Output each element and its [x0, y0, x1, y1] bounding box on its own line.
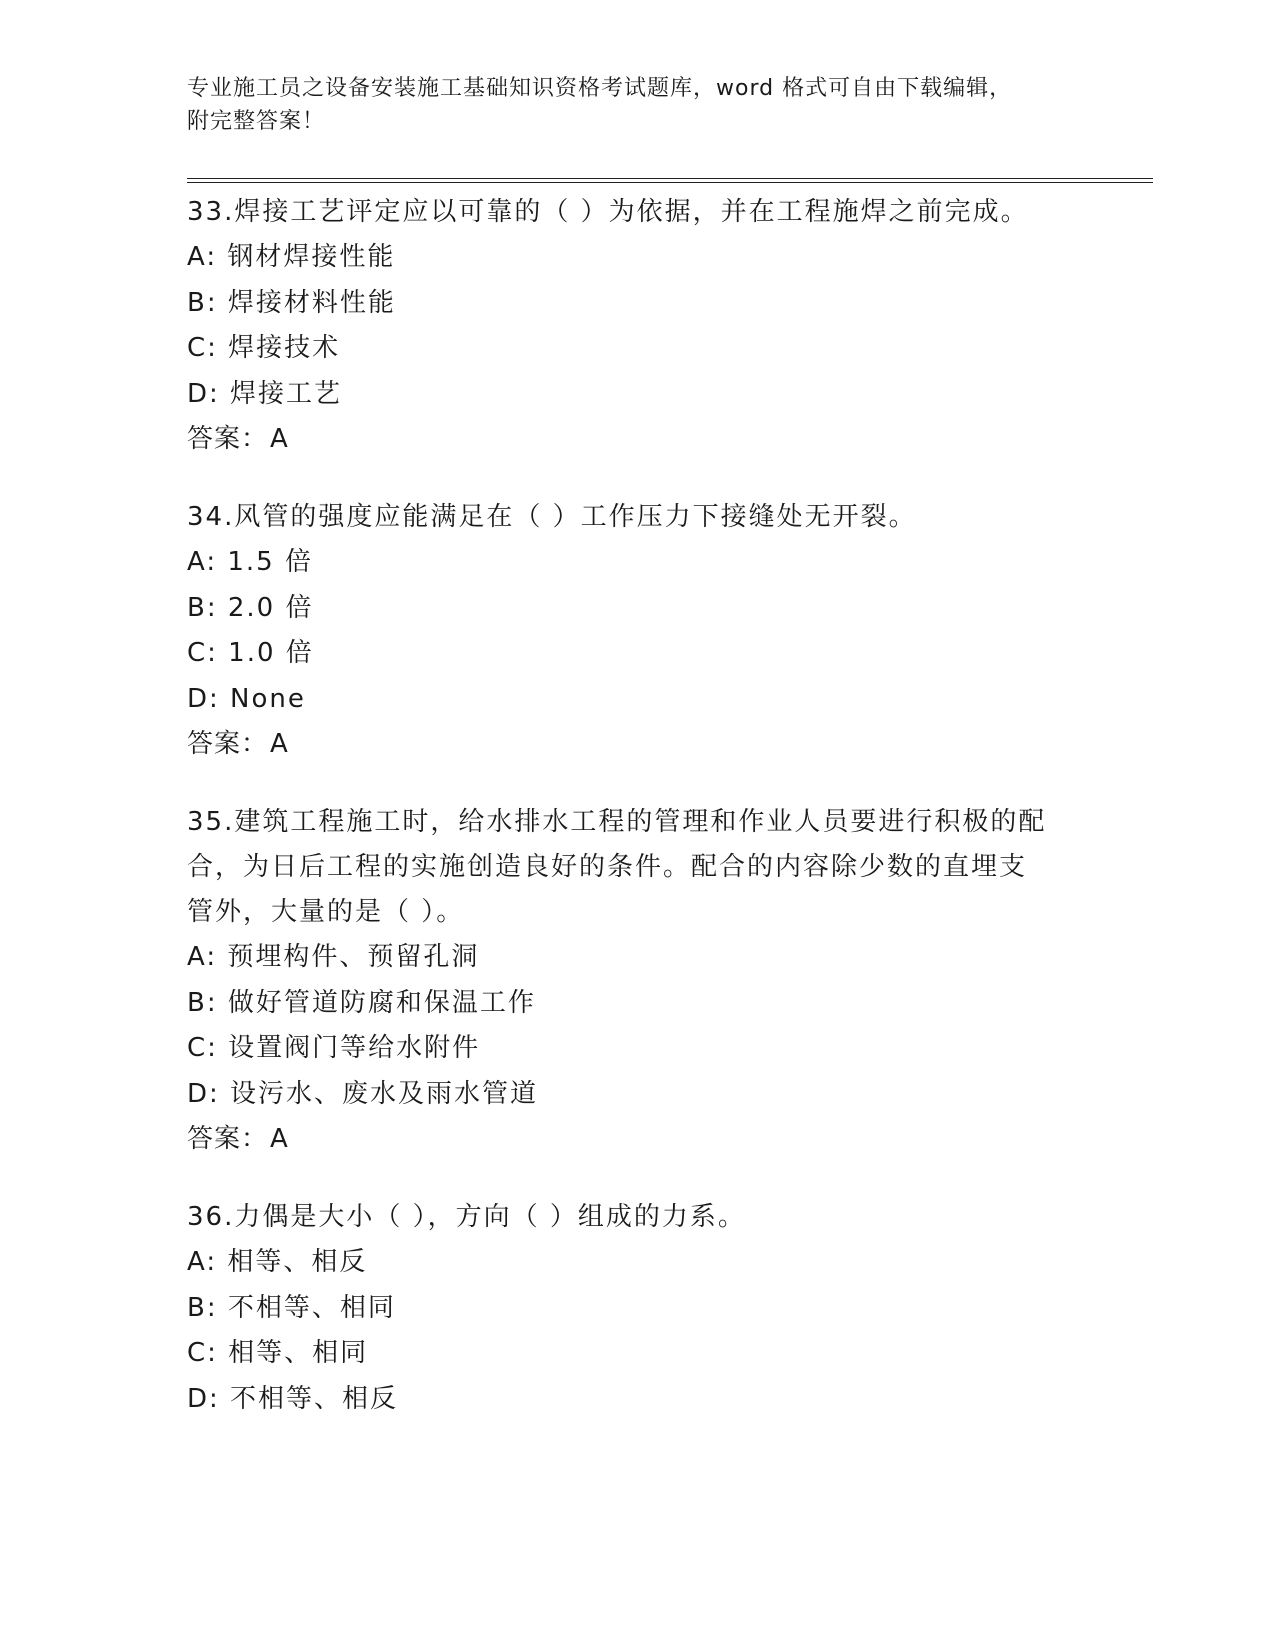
- question-list: [187, 190, 1087, 1455]
- option-b: B: 不相等、相同: [187, 1292, 396, 1323]
- question-stem: 36.力偶是大小（ ），方向（ ）组成的力系。: [187, 1202, 746, 1232]
- option-c: C: 1.0 倍: [187, 638, 314, 668]
- question-stem-line-2: 合，为日后工程的实施创造良好的条件。配合的内容除少数的直埋支: [187, 852, 1028, 882]
- option-c: C: 焊接技术: [187, 333, 341, 363]
- answer-value: A: [270, 424, 289, 454]
- option-c: C: 设置阀门等给水附件: [187, 1033, 481, 1063]
- option-b: B: 2.0 倍: [187, 592, 314, 623]
- header-divider-bottom: [187, 182, 1153, 183]
- question-33: [187, 190, 1087, 462]
- question-36: [187, 1195, 1087, 1422]
- answer-line: [187, 722, 1087, 767]
- option-a: A: 相等、相反: [187, 1247, 368, 1277]
- answer-line: [187, 417, 1087, 462]
- question-stem: 33.焊接工艺评定应以可靠的（ ）为依据，并在工程施焊之前完成。: [187, 197, 1029, 227]
- option-d: D: None: [187, 683, 306, 714]
- option-a: A: 预埋构件、预留孔洞: [187, 942, 480, 972]
- header-line-1: 专业施工员之设备安装施工基础知识资格考试题库，word 格式可自由下载编辑，: [187, 76, 1013, 101]
- answer-line: [187, 1117, 1087, 1162]
- option-c: C: 相等、相同: [187, 1338, 369, 1368]
- document-header: [187, 72, 1087, 138]
- option-b: B: 焊接材料性能: [187, 287, 396, 318]
- question-stem-line-3: 管外，大量的是（ ）。: [187, 897, 465, 927]
- question-stem-line-1: 35.建筑工程施工时，给水排水工程的管理和作业人员要进行积极的配: [187, 807, 1047, 837]
- answer-label: 答案：: [187, 424, 269, 454]
- option-b: B: 做好管道防腐和保温工作: [187, 987, 536, 1018]
- option-a: A: 1.5 倍: [187, 547, 313, 577]
- option-d: D: 不相等、相反: [187, 1383, 399, 1414]
- answer-label: 答案：: [187, 729, 269, 759]
- answer-value: A: [270, 729, 289, 759]
- answer-value: A: [270, 1124, 289, 1154]
- option-d: D: 设污水、废水及雨水管道: [187, 1078, 539, 1109]
- question-34: [187, 495, 1087, 767]
- answer-label: 答案：: [187, 1124, 269, 1154]
- question-35: [187, 800, 1087, 1162]
- option-d: D: 焊接工艺: [187, 378, 343, 409]
- header-line-2: 附完整答案！: [187, 109, 326, 134]
- option-a: A: 钢材焊接性能: [187, 242, 396, 272]
- question-stem: 34.风管的强度应能满足在（ ）工作压力下接缝处无开裂。: [187, 502, 917, 532]
- header-divider-top: [187, 178, 1153, 179]
